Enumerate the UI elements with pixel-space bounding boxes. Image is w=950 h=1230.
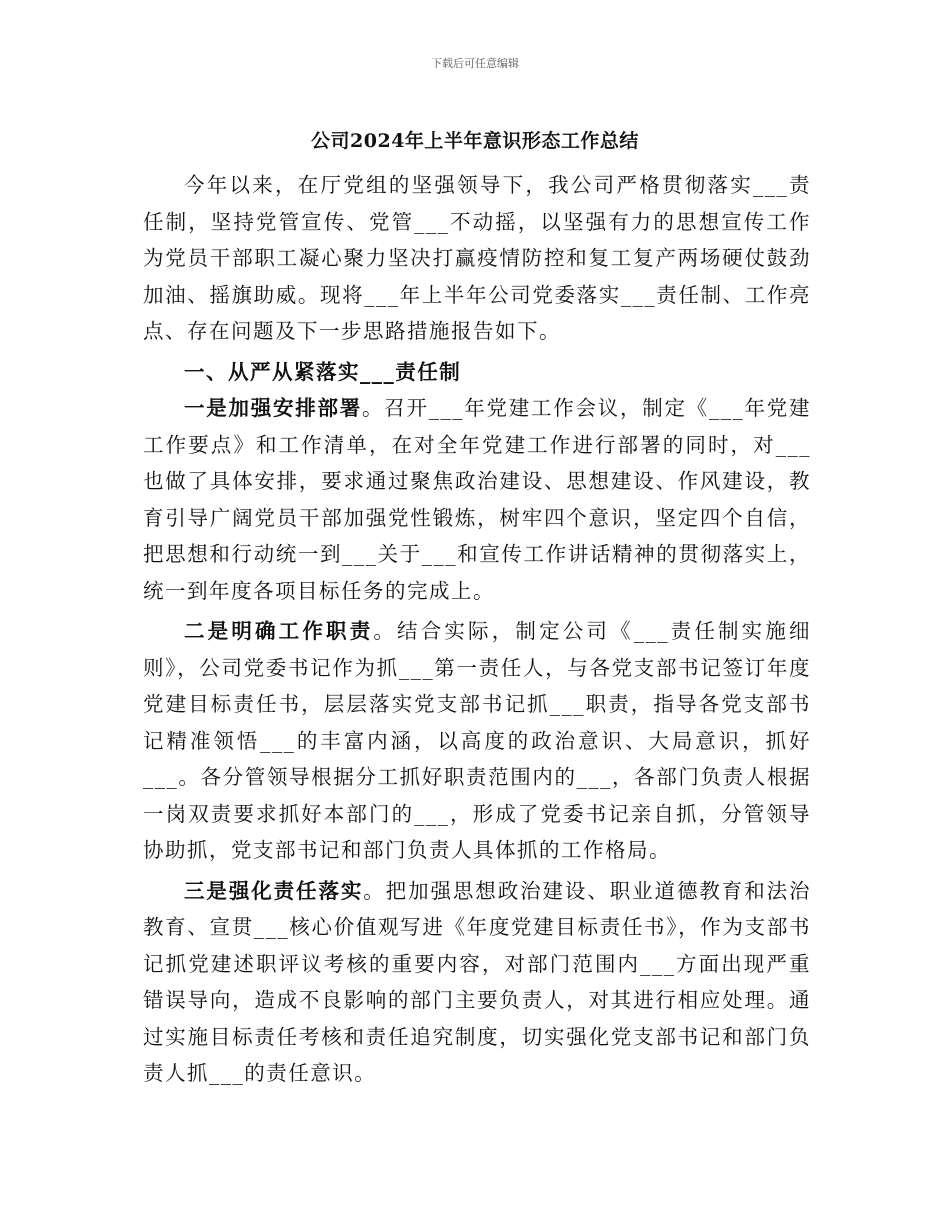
paragraph-lead: 二是明确工作职责 (184, 619, 374, 643)
paragraph-body: 。召开___年党建工作会议，制定《___年党建工作要点》和工作清单，在对全年党建工作进行部署的同时，对___也做了具体安排，要求通过聚焦政治建设、思想建设、作风建设，教育引导广阔党员干部加强党性锻炼，树牢四个意识，坚定四个自信，把思想和行动统一到___关于___和宣传工作讲话精神的贯彻落实上，统一到年度各项目标任务的完成上。 (143, 396, 811, 603)
paragraph-duties (143, 613, 811, 869)
page-header-note: 下载后可任意编辑 (431, 57, 519, 70)
document-body (143, 167, 811, 1092)
document-title: 公司2024年上半年意识形态工作总结 (311, 130, 639, 152)
paragraph-body: 。把加强思想政治建设、职业道德教育和法治教育、宣贯___核心价值观写进《年度党建目标责任书》，作为支部书记抓党建述职评议考核的重要内容，对部门范围内___方面出现严重错误导向，造成不良影响的部门主要负责人，对其进行相应处理。通过实施目标责任考核和责任追究制度，切实强化党支部书记和部门负责人抓___的责任意识。 (143, 878, 812, 1085)
paragraph-lead: 三是强化责任落实 (184, 878, 364, 903)
section-heading-1: 一、从严从紧落实___责任制 (184, 359, 462, 384)
paragraph-lead: 一是加强安排部署 (184, 396, 362, 420)
paragraph-body: 。结合实际，制定公司《___责任制实施细则》，公司党委书记作为抓___第一责任人，与各党支部书记签订年度党建目标责任书，层层落实党支部书记抓___职责，指导各党支部书记精准领悟___的丰富内涵，以高度的政治意识、大局意识，抓好___。各分管领导根据分工抓好职责范围内的___，各部门负责人根据一岗双责要求抓好本部门的___，形成了党委书记亲自抓，分管领导协助抓，党支部书记和部门负责人具体抓的工作格局。 (143, 619, 812, 862)
paragraph-implementation (143, 873, 811, 1092)
intro-paragraph: 今年以来，在厅党组的坚强领导下，我公司严格贯彻落实___责任制，坚持党管宣传、党管___不动摇，以坚强有力的思想宣传工作为党员干部职工凝心聚力坚决打赢疫情防控和复工复产两场硬仗鼓劲加油、摇旗助威。现将___年上半年公司党委落实___责任制、工作亮点、存在问题及下一步思路措施报告如下。 (143, 173, 811, 343)
paragraph-arrangement (143, 390, 811, 609)
